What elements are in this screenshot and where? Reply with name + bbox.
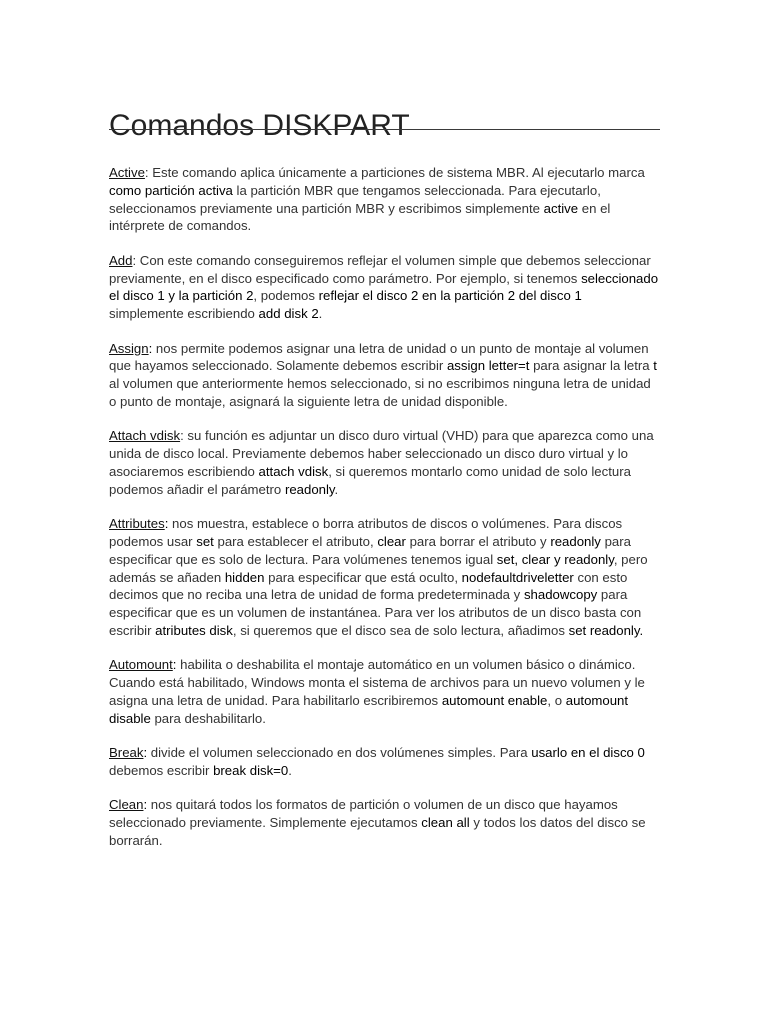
body-text: , podemos: [253, 288, 319, 304]
body-text: : Con este comando conseguiremos reflejar el volumen simple que debemos seleccionar previamente, en el disco especificado como parámetro. Por ejemplo, si tenemos: [109, 252, 651, 286]
emphasized-text: readonly: [550, 533, 601, 549]
body-text: en el intérprete de comandos.: [109, 200, 611, 234]
emphasized-text: clean all: [421, 815, 470, 831]
body-text: .: [318, 306, 323, 322]
body-text: para establecer el atributo,: [213, 533, 378, 549]
paragraph-assign: [109, 340, 660, 411]
emphasized-text: break disk=0: [213, 762, 289, 778]
body-text: al volumen que anteriormente hemos seleccionado, si no escribimos ninguna letra de unidad o punto de montaje, asignará la siguiente letra de unidad disponible.: [109, 376, 651, 409]
body-text: .: [334, 481, 339, 497]
body-text: : su función es adjuntar un disco duro virtual (VHD) para que aparezca como una unida de disco local. Previamente debemos haber seleccionado un disco duro virtual y lo asociaremos escribiendo: [109, 428, 654, 479]
emphasized-text: active: [543, 200, 579, 216]
body-text: para especificar que es un volumen de instantánea. Para ver los atributos de un disco basta con escribir: [109, 587, 642, 638]
body-text: para asignar la letra: [529, 358, 654, 374]
body-text: divide el volumen seleccionado en dos volúmenes simples. Para: [147, 745, 532, 761]
emphasized-text: attach vdisk: [258, 463, 329, 479]
paragraph-active: [109, 164, 660, 235]
command-term: Add: [109, 252, 133, 268]
emphasized-text: clear: [377, 533, 406, 549]
emphasized-text: :: [143, 797, 148, 813]
emphasized-text: readonly: [284, 481, 335, 497]
emphasized-text: reflejar el disco 2 en la partición 2 del disco 1: [318, 288, 582, 304]
body-text: , si queremos que el disco sea de solo lectura, añadimos: [232, 622, 569, 638]
command-term: Clean: [109, 797, 144, 813]
paragraph-attributes: [109, 515, 660, 640]
emphasized-text: assign letter=t: [446, 358, 530, 374]
page-title: Comandos DISKPART: [109, 109, 410, 143]
emphasized-text: set, clear y readonly: [496, 551, 614, 567]
paragraph-clean: [109, 796, 660, 849]
emphasized-text: add disk 2: [258, 306, 319, 322]
body-text: nos muestra, establece o borra atributos de discos o volúmenes. Para discos podemos usar: [109, 516, 623, 549]
body-text: , si queremos montarlo como unidad de solo lectura podemos añadir el parámetro: [109, 463, 631, 497]
emphasized-text: t: [653, 358, 657, 374]
emphasized-text: :: [148, 340, 153, 356]
body-text: debemos escribir: [109, 762, 214, 778]
emphasized-text: shadowcopy: [523, 587, 598, 603]
body-text: para borrar el atributo y: [405, 533, 551, 549]
body-text: habilita o deshabilita el montaje automático en un volumen básico o dinámico. Cuando está habilitado, Windows monta el sistema de archivos para un nuevo volumen y le asigna una letra de unidad. Para habilitarlo escribiremos: [109, 657, 645, 708]
command-term: Attributes: [109, 516, 165, 532]
body-text: para especificar que es solo de lectura. Para volúmenes tenemos igual: [109, 533, 631, 567]
emphasized-text: :: [143, 745, 148, 761]
body-text: para deshabilitarlo.: [150, 710, 266, 726]
command-term: Automount: [109, 657, 173, 673]
emphasized-text: como partición activa: [109, 182, 233, 198]
emphasized-text: automount enable: [441, 692, 548, 708]
body-text: con esto decimos que no reciba una letra de unidad de forma predeterminada y: [109, 569, 628, 603]
emphasized-text: automount disable: [109, 692, 629, 726]
body-text: y todos los datos del disco se borrarán.: [109, 815, 646, 848]
command-term: Assign: [109, 340, 149, 356]
emphasized-text: usarlo en el disco 0: [531, 745, 645, 761]
emphasized-text: seleccionado el disco 1 y la partición 2: [109, 270, 659, 304]
emphasized-text: set: [196, 533, 214, 549]
body-text: nos permite podemos asignar una letra de unidad o un punto de montaje al volumen que hayamos seleccionado. Solamente debemos escribir: [109, 340, 649, 374]
emphasized-text: set readonly.: [568, 622, 644, 638]
paragraph-break: [109, 744, 660, 780]
emphasized-text: nodefaultdriveletter: [461, 569, 574, 585]
body-text: , pero además se añaden: [109, 551, 648, 585]
command-term: Break: [109, 745, 144, 761]
body-text: : Este comando aplica únicamente a particiones de sistema MBR. Al ejecutarlo marca: [144, 165, 645, 180]
emphasized-text: :: [164, 516, 169, 532]
command-term: Active: [109, 165, 145, 180]
document-body: [109, 164, 660, 866]
body-text: nos quitará todos los formatos de partición o volumen de un disco que hayamos seleccionado previamente. Simplemente ejecutamos: [109, 797, 618, 831]
paragraph-attach-vdisk: [109, 427, 660, 498]
body-text: simplemente escribiendo: [109, 306, 259, 322]
emphasized-text: atributes disk: [155, 622, 233, 638]
paragraph-add: [109, 252, 660, 323]
command-term: Attach vdisk: [109, 428, 181, 444]
body-text: .: [288, 762, 292, 778]
emphasized-text: hidden: [224, 569, 265, 585]
body-text: , o: [547, 692, 566, 708]
paragraph-automount: [109, 656, 660, 727]
body-text: para especificar que está oculto,: [264, 569, 462, 585]
title-divider: [109, 129, 660, 130]
emphasized-text: :: [172, 657, 177, 673]
body-text: la partición MBR que tengamos seleccionada. Para ejecutarlo, seleccionamos previamente una partición MBR y escribimos simplemente: [109, 182, 601, 216]
